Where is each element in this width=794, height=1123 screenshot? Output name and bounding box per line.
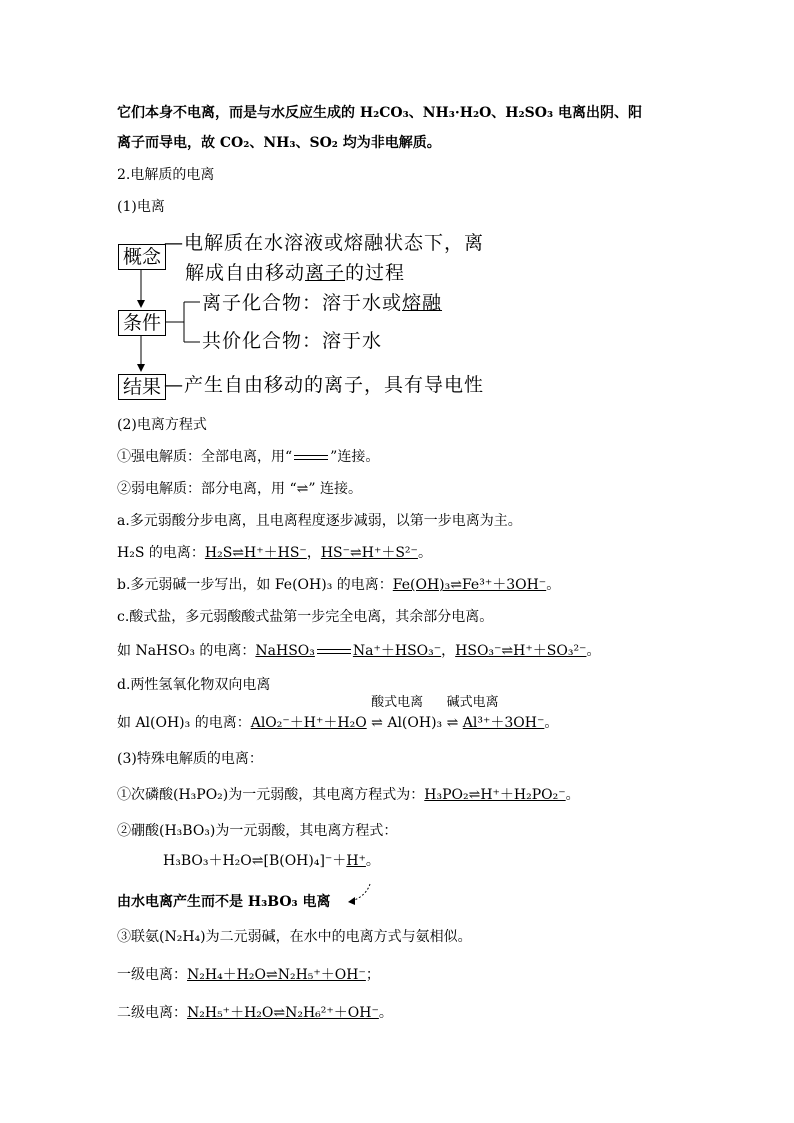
- condition-label: 条件: [118, 310, 166, 336]
- p2-title: ②硼酸(H₃BO₃)为一元弱酸，其电离方程式：: [117, 823, 398, 839]
- condition-ionic: 离子化合物：溶于水或熔融: [202, 292, 443, 314]
- p3-first-ionization: 一级电离：N₂H₄＋H₂O⇌N₂H₅⁺＋OH⁻；: [117, 967, 380, 983]
- condition-covalent: 共价化合物：溶于水: [202, 330, 383, 352]
- section-2-title: 2.电解质的电离: [117, 167, 215, 183]
- concept-text-2: 解成自由移动离子的过程: [185, 262, 406, 284]
- d-aloh3: 如 Al(OH)₃ 的电离：AlO₂⁻＋H⁺＋H₂O 酸式电离 ⇌ Al(OH)₃ 碱式电离 ⇌ Al³⁺＋3OH⁻。: [117, 695, 559, 731]
- result-label: 结果: [118, 374, 166, 400]
- c-nahso3: 如 NaHSO₃ 的电离：NaHSO₃ Na⁺＋HSO₃⁻，HSO₃⁻⇌H⁺＋SO₃²⁻。: [117, 643, 601, 659]
- result-text: —产生自由移动的离子，具有导电性: [164, 374, 485, 396]
- concept-text-1: —电解质在水溶液或熔融状态下，离: [164, 232, 485, 254]
- subsection-2-title: (2)电离方程式: [117, 417, 207, 433]
- p1-h3po2: ①次磷酸(H₃PO₂)为一元弱酸，其电离方程式为：H₃PO₂⇌H⁺＋H₂PO₂⁻。: [117, 787, 580, 803]
- subsection-3-title: (3)特殊电解质的电离：: [117, 751, 263, 767]
- p3-title: ③联氨(N₂H₄)为二元弱碱，在水中的电离方式与氨相似。: [117, 929, 472, 945]
- p2-note: 由水电离产生而不是 H₃BO₃ 电离: [117, 894, 331, 910]
- d-title: d.两性氢氧化物双向电离: [117, 677, 271, 693]
- intro-line-2: 离子而导电，故 CO₂、NH₃、SO₂ 均为非电解质。: [117, 135, 441, 151]
- weak-electrolyte: ②弱电解质：部分电离，用 “⇌” 连接。: [117, 481, 362, 497]
- concept-label: 概念: [118, 244, 166, 270]
- p3-second-ionization: 二级电离：N₂H₅⁺＋H₂O⇌N₂H₆²⁺＋OH⁻。: [117, 1005, 393, 1021]
- a-h2s: H₂S 的电离：H₂S⇌H⁺＋HS⁻，HS⁻⇌H⁺＋S²⁻。: [117, 545, 432, 561]
- a-title: a.多元弱酸分步电离，且电离程度逐步减弱，以第一步电离为主。: [117, 513, 522, 529]
- b-feoh3: b.多元弱碱一步写出，如 Fe(OH)₃ 的电离：Fe(OH)₃⇌Fe³⁺＋3OH⁻。: [117, 577, 561, 593]
- p2-equation: H₃BO₃＋H₂O⇌[B(OH)₄]⁻＋H⁺。: [163, 853, 380, 869]
- intro-line-1: 它们本身不电离，而是与水反应生成的 H₂CO₃、NH₃·H₂O、H₂SO₃ 电离出阴、阳: [117, 105, 642, 121]
- subsection-1-title: (1)电离: [117, 199, 165, 215]
- strong-electrolyte: ①强电解质：全部电离，用“ ”连接。: [117, 449, 380, 465]
- c-title: c.酸式盐，多元弱酸酸式盐第一步完全电离，其余部分电离。: [117, 609, 494, 625]
